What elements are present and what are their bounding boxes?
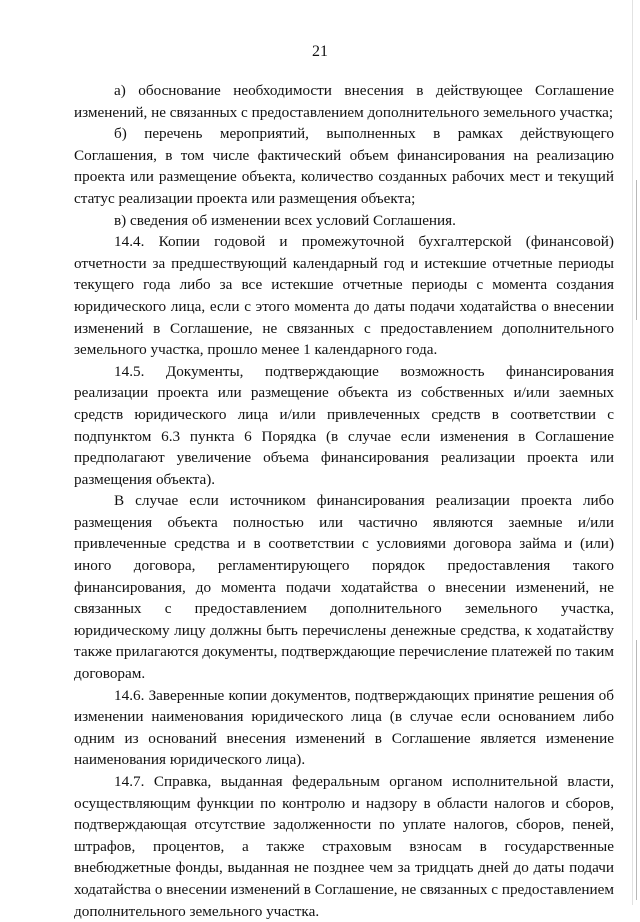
paragraph-borrowed-funds: В случае если источником финансирования реализации проекта либо размещения объекта полностью или частично являются заемные и/или привлеченные средства и в соответствии с условиями договора займа и (или) иного договора, регламентирующего порядок предоставления такого финансирования, до момента подачи ходатайства о внесении изменений, не связанных с предоставлением дополнительного земельного участка, юридическому лицу должны быть перечислены денежные средства, к ходатайству также прилагаются документы, подтверждающие перечисление платежей по таким договорам. (74, 492, 614, 683)
paragraph-b-measures-list: б) перечень мероприятий, выполненных в рамках действующего Соглашения, в том числе фактический объем финансирования на реализацию проекта или размещение объекта, количество созданных рабочих мест и текущий статус реализации проекта или размещения объекта; (74, 125, 614, 207)
paragraph-v-conditions-changes: в) сведения об изменении всех условий Соглашения. (114, 211, 456, 229)
scan-edge-line (636, 640, 637, 900)
scan-edge-line (632, 0, 633, 905)
paragraph-14-7-tax-certificate: 14.7. Справка, выданная федеральным органом исполнительной власти, осуществляющим функции по контролю и надзору в области налогов и сборов, подтверждающая отсутствие задолженности по уплате налогов, сборов, пеней, штрафов, процентов, а также страховым взносам в государственные внебюджетные фонды, выданная не позднее чем за тридцать дней до даты подачи ходатайства о внесении изменений в Соглашение, не связанных с предоставлением дополнительного земельного участка. (74, 773, 614, 920)
paragraph-14-5-financing-documents: 14.5. Документы, подтверждающие возможность финансирования реализации проекта или размещение объекта из собственных и/или заемных средств юридического лица и/или привлеченных средств в соответствии с подпунктом 6.3 пункта 6 Порядка (в случае если изменения в Соглашение предполагают увеличение объема финансирования реализации проекта или размещения объекта). (74, 362, 614, 488)
paragraph-a-justification: а) обоснование необходимости внесения в действующее Соглашение изменений, не связанных с предоставлением дополнительного земельного участка; (74, 82, 614, 121)
document-body (74, 80, 614, 922)
scan-edge-line (636, 180, 637, 320)
paragraph-14-6-name-change-copies: 14.6. Заверенные копии документов, подтверждающих принятие решения об изменении наименования юридического лица (в случае если основанием либо одним из оснований внесения изменений в Соглашение является изменение наименования юридического лица). (74, 686, 614, 769)
page-number: 21 (312, 43, 328, 60)
paragraph-14-4-financial-statements: 14.4. Копии годовой и промежуточной бухгалтерской (финансовой) отчетности за предшествующий календарный год и истекшие отчетные периоды текущего года либо за все истекшие отчетные периоды с момента создания юридического лица, если с этого момента до даты подачи ходатайства о внесении изменений в Соглашение, не связанных с предоставлением дополнительного земельного участка, прошло менее 1 календарного года. (74, 233, 614, 359)
